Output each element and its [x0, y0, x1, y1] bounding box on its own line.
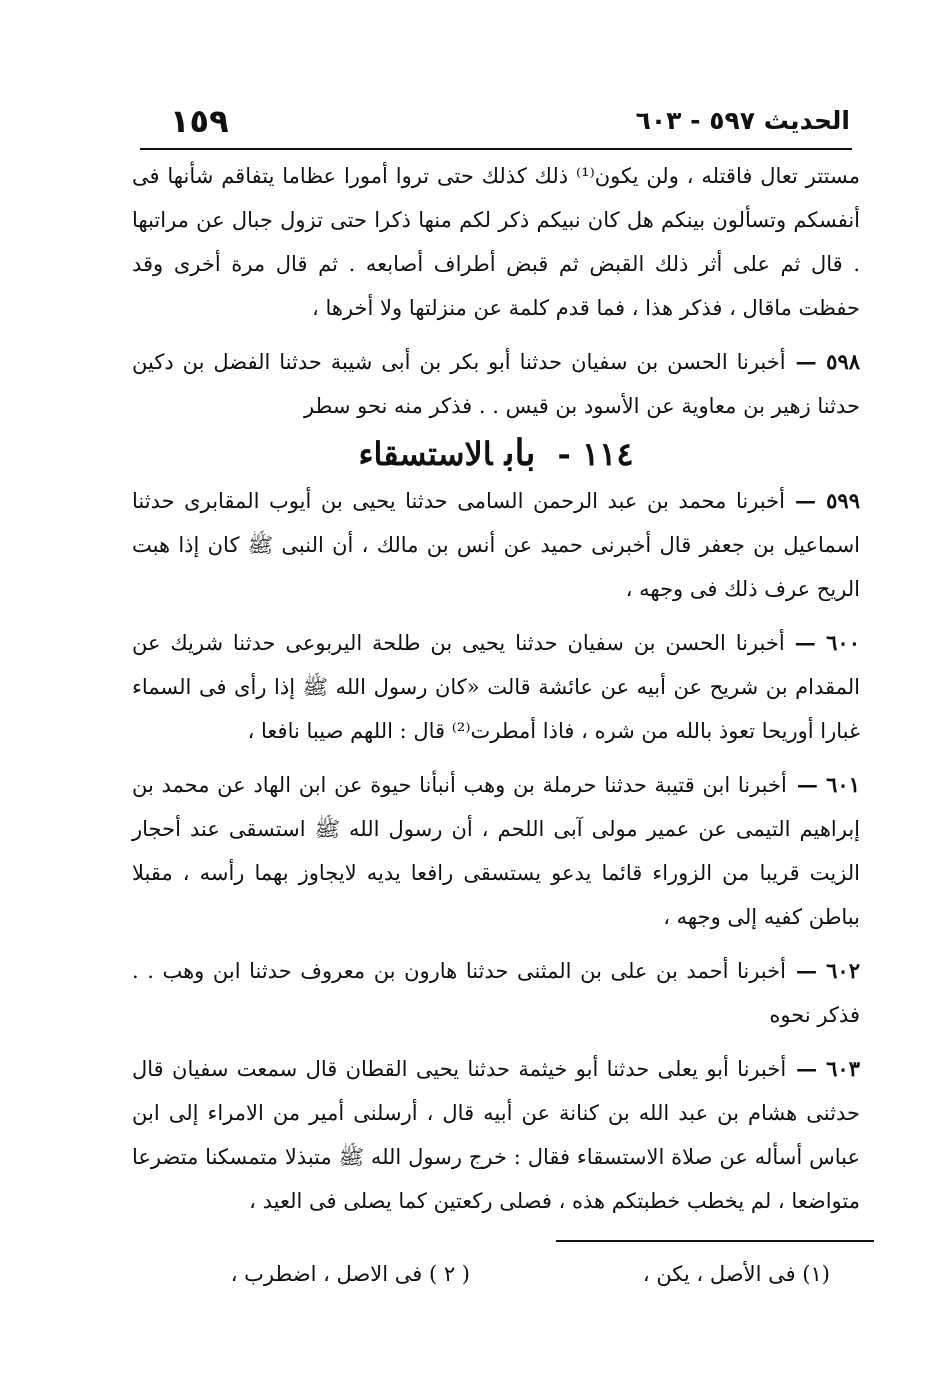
hadith-text: أخبرنا ابن قتيبة حدثنا حرملة بن وهب أنبأنا حيوة عن ابن الهاد عن محمد بن إبراهيم التيمى عن عمير مولى آبى اللحم ، أن رسول الله ﷺ استسقى عند أحجار الزيت قريبا من الزوراء قائما يدعو يستسقى رافعا يديه لايجاوز بهما رأسه ، مقبلا بباطن كفيه إلى وجهه ،: [132, 773, 860, 929]
hadith-603: [132, 1047, 860, 1223]
chapter-title: الاستسقاء: [358, 435, 493, 473]
header-rule: [140, 148, 852, 150]
hadith-text: أخبرنا الحسن بن سفيان حدثنا يحيى بن طلحة اليربوعى حدثنا شريك عن المقدام بن شريح عن أبيه عن عائشة قالت «كان رسول الله ﷺ إذا رأى فى السماء غبارا أوريحا تعوذ بالله من شره ، فاذا أمطرت⁽²⁾ قال : اللهم صيبا نافعا ،: [132, 631, 860, 743]
hadith-number: ٦٠٠ —: [794, 630, 860, 655]
hadith-601: [132, 763, 860, 939]
hadith-text: أخبرنا أحمد بن على بن المثنى حدثنا هارون بن معروف حدثنا ابن وهب . . فذكر نحوه: [132, 959, 860, 1027]
hadith-600: [132, 621, 860, 753]
hadith-number: ٦٠١ —: [796, 772, 860, 797]
hadith-598: [132, 340, 860, 428]
hadith-text: أخبرنا أبو يعلى حدثنا أبو خيثمة حدثنا يحيى القطان قال سمعت سفيان قال حدثنى هشام بن عبد الله بن كنانة عن أبيه قال ، أرسلنى أمير من الامراء إلى ابن عباس أسأله عن صلاة الاستسقاء فقال : خرج رسول الله ﷺ متبذلا متمسكنا متضرعا متواضعا ، لم يخطب خطبتكم هذه ، فصلى ركعتين كما يصلى فى العيد ،: [132, 1057, 860, 1213]
continuation-paragraph: مستتر تعال فاقتله ، ولن يكون⁽¹⁾ ذلك كذلك حتى تروا أمورا عظاما يتفاقم شأنها فى أنفسكم وتسألون بينكم هل كان نبيكم ذكر لكم منها ذكرا حتى تزول جبال عن مراتبها . قال ثم على أثر ذلك القبض ثم قبض أطراف أصابعه . ثم قال مرة أخرى وقد حفظت ماقال ، فذكر هذا ، فما قدم كلمة عن منزلتها ولا أخرها ،: [132, 164, 860, 320]
page-body: [132, 154, 860, 1223]
chapter-word: باب: [504, 432, 536, 474]
running-head-title: الحديث ٥٩٧ - ٦٠٣: [635, 106, 850, 135]
chapter-number: ١١٤ -: [557, 435, 634, 473]
hadith-number: ٦٠٢ —: [795, 958, 860, 983]
hadith-599: [132, 479, 860, 611]
hadith-text: أخبرنا محمد بن عبد الرحمن السامى حدثنا يحيى بن أيوب المقابرى حدثنا اسماعيل بن جعفر قال أخبرنى حميد عن أنس بن مالك ، أن النبى ﷺ كان إذا هبت الريح عرف ذلك فى وجهه ،: [132, 489, 860, 601]
footnotes: [150, 1262, 830, 1302]
running-head: [140, 102, 850, 146]
hadith-number: ٥٩٩ —: [794, 488, 860, 513]
hadith-text: أخبرنا الحسن بن سفيان حدثنا أبو بكر بن أبى شيبة حدثنا الفضل بن دكين حدثنا زهير بن معاوية عن الأسود بن قيس . . فذكر منه نحو سطر: [132, 350, 860, 418]
hadith-602: [132, 949, 860, 1037]
footnote-2: ( ٢ ) فى الاصل ، اضطرب ،: [230, 1262, 470, 1286]
chapter-heading: [132, 428, 860, 479]
hadith-number: ٦٠٣ —: [796, 1056, 860, 1081]
hadith-number: ٥٩٨ —: [795, 349, 861, 374]
footnote-rule: [556, 1240, 874, 1242]
footnote-1: (١) فى الأصل ، يكن ،: [642, 1262, 830, 1286]
page-number: ١٥٩: [170, 102, 229, 140]
